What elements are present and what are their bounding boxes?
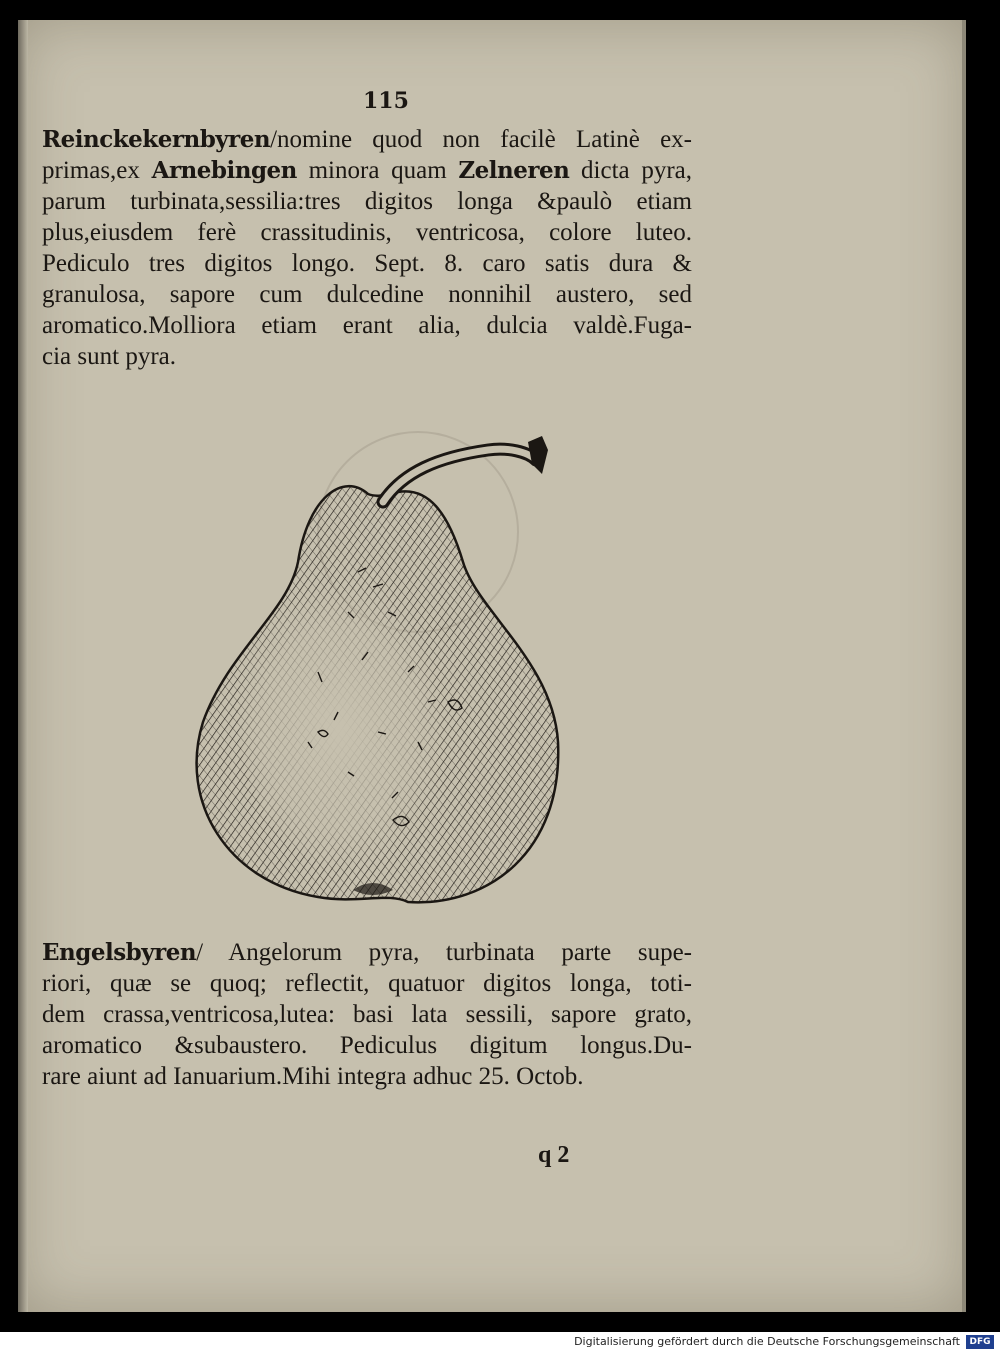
text-line: plus,eiusdem ferè crassitudinis, ventricosa, colore luteo.: [42, 219, 692, 246]
pear-woodcut-icon: [168, 412, 588, 917]
text-line: [42, 155, 692, 186]
text-line: aromatico.Molliora etiam erant alia, dulcia valdè.Fuga-: [42, 312, 692, 339]
line-text: primas,ex: [42, 157, 152, 184]
line-text: / Angelorum pyra, turbinata parte supe-: [196, 939, 692, 966]
line-text: dicta pyra,: [569, 157, 693, 184]
signature-mark: q 2: [538, 1142, 570, 1168]
text-line: Pediculo tres digitos longo. Sept. 8. caro satis dura &: [42, 250, 692, 277]
book-page: [18, 20, 966, 1312]
fraktur-term: Zelneren: [458, 157, 570, 184]
text-line: [42, 937, 692, 968]
text-line: dem crassa,ventricosa,lutea: basi lata sessili, sapore grato,: [42, 1001, 692, 1028]
footer-bar: [0, 1332, 1000, 1353]
paragraph-engelsbyren: [42, 937, 692, 1092]
funding-credit: Digitalisierung gefördert durch die Deutsche Forschungsgemeinschaft: [574, 1335, 960, 1348]
fraktur-heading: Reinckekernbyren: [42, 126, 271, 153]
page-number: 115: [363, 88, 409, 114]
text-line: cia sunt pyra.: [42, 343, 176, 370]
dfg-logo-icon: DFG: [966, 1335, 994, 1349]
text-line: rare aiunt ad Ianuarium.Mihi integra adhuc 25. Octob.: [42, 1063, 584, 1090]
text-line: [42, 124, 692, 155]
page-edge: [962, 20, 966, 1312]
line-text: /nomine quod non facilè Latinè ex-: [270, 126, 692, 153]
text-line: aromatico &subaustero. Pediculus digitum longus.Du-: [42, 1032, 692, 1059]
paragraph-reinckekernbyren: [42, 124, 692, 372]
line-text: minora quam: [296, 157, 459, 184]
fraktur-heading: Engelsbyren: [42, 939, 197, 966]
page-gutter: [18, 20, 28, 1312]
text-line: granulosa, sapore cum dulcedine nonnihil austero, sed: [42, 281, 692, 308]
fraktur-term: Arnebingen: [151, 157, 297, 184]
text-line: parum turbinata,sessilia:tres digitos longa &paulò etiam: [42, 188, 692, 215]
text-line: riori, quæ se quoq; reflectit, quatuor digitos longa, toti-: [42, 970, 692, 997]
